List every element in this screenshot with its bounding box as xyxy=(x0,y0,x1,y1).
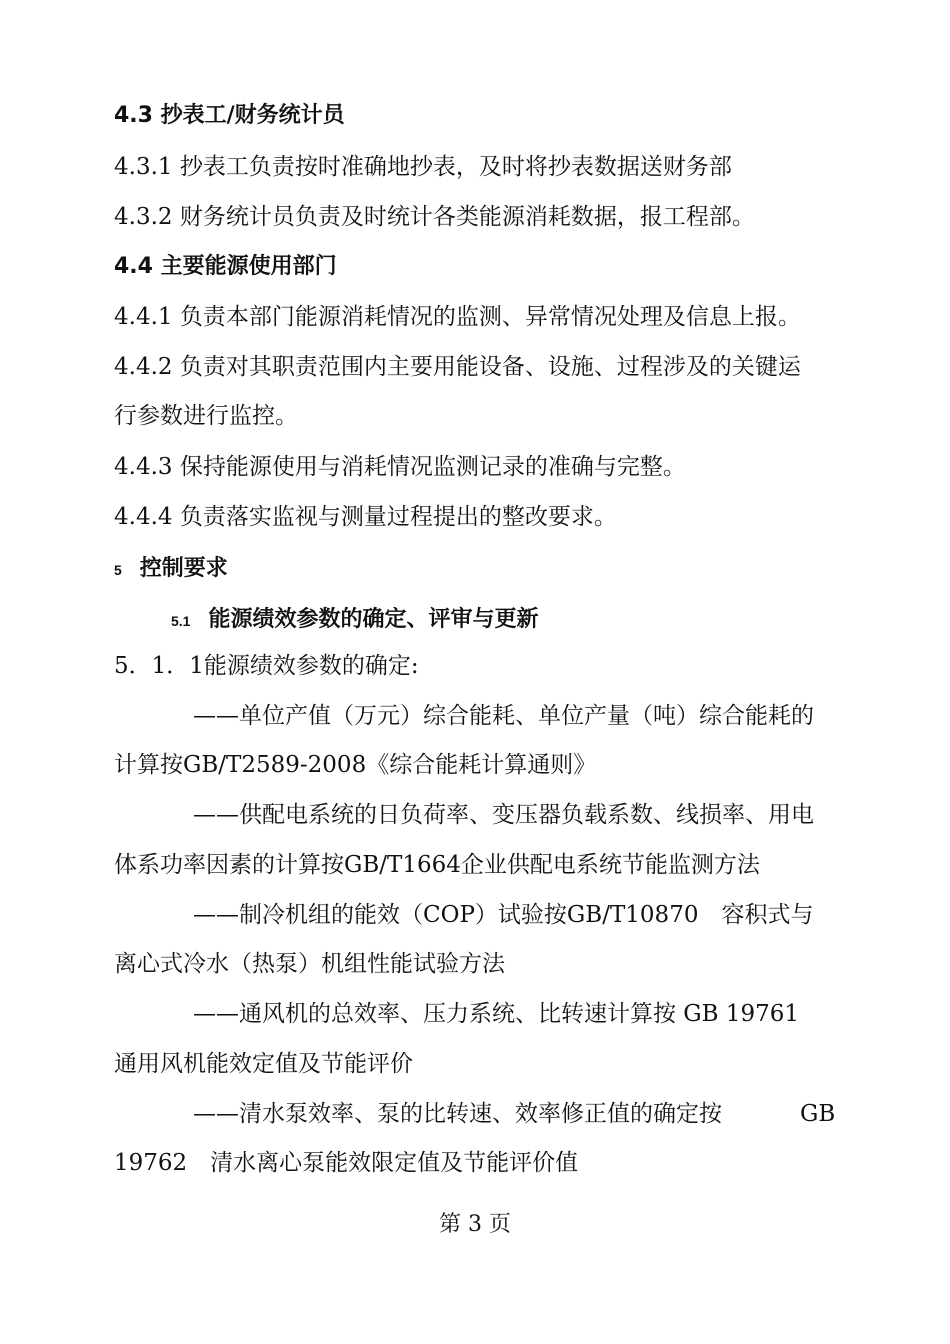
section-5-1-number: 5.1 xyxy=(171,613,191,629)
section-5-1-heading xyxy=(171,605,538,635)
section-4-4-1: 4.4.1 负责本部门能源消耗情况的监测、异常情况处理及信息上报。 xyxy=(114,304,801,330)
section-4-4-2-line1: 4.4.2 负责对其职责范围内主要用能设备、设施、过程涉及的关键运 xyxy=(114,354,801,380)
param-1-line1: ——单位产值（万元）综合能耗、单位产量（吨）综合能耗的 xyxy=(193,703,814,729)
param-5-line2: 19762 清水离心泵能效限定值及节能评价值 xyxy=(114,1150,579,1176)
param-1-line2: 计算按GB/T2589-2008《综合能耗计算通则》 xyxy=(114,752,597,778)
section-5-1-title: 能源绩效参数的确定、评审与更新 xyxy=(208,607,539,632)
section-5-number: 5 xyxy=(114,562,122,578)
section-4-4-4: 4.4.4 负责落实监视与测量过程提出的整改要求。 xyxy=(114,504,617,530)
param-5-line1-standard: GB xyxy=(800,1101,836,1127)
param-3-line1: ——制冷机组的能效（COP）试验按GB/T10870 容积式与 xyxy=(193,902,814,928)
section-5-title: 控制要求 xyxy=(139,556,228,581)
param-2-line2: 体系功率因素的计算按GB/T1664企业供配电系统节能监测方法 xyxy=(114,852,760,878)
section-4-3-title: 4.3 抄表工/财务统计员 xyxy=(114,103,345,128)
param-4-line2: 通用风机能效定值及节能评价 xyxy=(114,1051,413,1077)
section-4-4-title: 4.4 主要能源使用部门 xyxy=(114,254,337,279)
param-2-line1: ——供配电系统的日负荷率、变压器负载系数、线损率、用电 xyxy=(193,802,814,828)
section-4-3-1: 4.3.1 抄表工负责按时准确地抄表，及时将抄表数据送财务部 xyxy=(114,154,732,180)
page-number: 第 3 页 xyxy=(439,1212,511,1237)
section-5-1-1: 5．1．1能源绩效参数的确定: xyxy=(114,653,419,679)
param-3-line2: 离心式冷水（热泵）机组性能试验方法 xyxy=(114,951,505,977)
param-4-line1: ——通风机的总效率、压力系统、比转速计算按 GB 19761 xyxy=(193,1001,800,1027)
param-5-line1: ——清水泵效率、泵的比转速、效率修正值的确定按 xyxy=(193,1101,722,1127)
section-4-3-2: 4.3.2 财务统计员负责及时统计各类能源消耗数据，报工程部。 xyxy=(114,204,755,230)
section-4-4-2-line2: 行参数进行监控。 xyxy=(114,403,298,429)
section-5-heading xyxy=(114,554,228,584)
section-4-4-3: 4.4.3 保持能源使用与消耗情况监测记录的准确与完整。 xyxy=(114,454,686,480)
